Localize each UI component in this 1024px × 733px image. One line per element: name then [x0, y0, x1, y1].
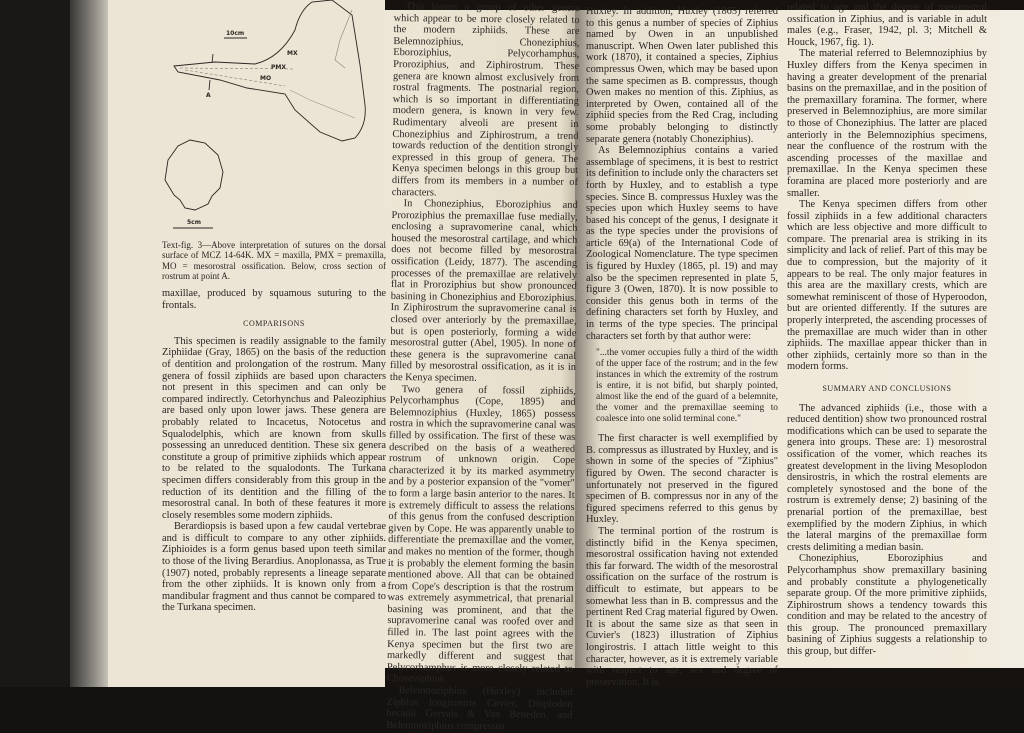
paragraph: Huxley. In addition, Huxley (1865) referred to this genus a number of species of Ziphius named by Owen in an unpublished manuscript. When Owen later published this work (1870), it contained a species, Ziphius compressus Owen, which may be based upon the same specimen as B. compressus, though Owen makes no mention of this. Ziphius, as interpreted by Owen, contained all of the ziphiid species from the Red Crag, including some probably belonging to distinctly separate genera (notably Choneziphius).: [586, 6, 778, 145]
paragraph: The terminal portion of the rostrum is distinctly bifid in the Kenya specimen, mesorostral ossification having not extended this far forward. The width of the mesorostral ossification on the surface of the rostrum is difficult to estimate, but appears to be somewhat less than in B. compressus and the pertinent Red Crag material figured by Owen. It is about the same size as that seen in Cuvier's (1823) illustration of Ziphius longirostris. I attach little weight to this character, however, as it is extremely variable with respect to age, sex and degree of preservation. It is: [586, 525, 778, 688]
background-right: [1000, 0, 1024, 687]
paragraph: This specimen is readily assignable to the family Ziphiidae (Gray, 1865) on the basis of the reduction of dentition and prolongation of the rostrum. Many genera of fossil ziphiids are based upon characters not present in this specimen and can only be compared indirectly. Cetorhynchus and Paleoziphius are based only upon lower jaws. These genera are probably related to Incacetus, Notocetus and Squalodelphis, which are known from skulls possessing an unreduced dentition. These six genera constitute a group of primitive ziphiids which appear to be related to the squalodonts. The Turkana specimen differs considerably from this group in the reduction of its dentition and the filling of the mesorostral canal. In both of these features it more closely resembles some modern ziphiids.: [162, 335, 386, 521]
cross-section-outline: [165, 140, 223, 210]
binder-edge: [0, 0, 70, 687]
paragraph: Two genera of fossil ziphiids, Pelycorhamphus (Cope, 1895) and Belemnoziphius (Huxley, 1865) possess rostra in which the supravomerine canal was filled by ossification. The first of these was described on the basis of a weathered rostrum of unknown origin. Cope characterized it by its marked asymmetry and by a posterior expansion of the "vomer" to form a large basin anterior to the nares. It is extremely difficult to assess the relations of this genus from the confused description given by Cope. He was apparently unable to differentiate the premaxillae and the vomer, and makes no mention of the former, though it is probably the element forming the basin mentioned above. All that can be obtained from Cope's description is that the rostrum was extremely asymmetrical, that prenarial basining was prominent, and that the supravomerine canal was roofed over and filled in. The last point agrees with the Kenya specimen but the first two are markedly different and suggest that Pelycorhamphus is more closely related to Choneziphius.: [386, 383, 576, 686]
figure-caption: Text-fig. 3—Above interpretation of sutures on the dorsal surface of MCZ 14-64K. MX = maxilla, PMX = premaxilla, MO = mesorostral ossification. Below, cross section of rostrum at point A.: [162, 240, 386, 282]
label-point-a: A: [206, 92, 211, 99]
paragraph: In Choneziphius, Eboroziphius and Proroziphius the premaxillae fuse medially, enclosing a supravomerine canal, which housed the mesorostral cartilage, and which does not become filled by mesorostral ossification (Leidy, 1877). The ascending processes of the premaxillae are relatively flat in Proroziphius but show pronounced basining in Choneziphius and Eboroziphius. In Ziphirostrum the supravomerine canal is closed over anteriorly by the premaxillae, but is open posteriorly, forming a wide mesorostral gutter (Abel, 1905). In none of these genera is the supravomerine canal filled by mesorostral ossification, as it is in the Kenya specimen.: [389, 198, 578, 384]
maxilla-suture: [335, 10, 352, 68]
paragraph: Belemnoziphius (Huxley) included Ziphius longirostris Cuvier, Dioplodon becanii Gervais & Van Beneden, and Belemnoziphius compressus: [386, 685, 573, 733]
paragraph: The first character is well exemplified by B. compressus as illustrated by Huxley, and is shown in some of the species of "Ziphius" figured by Owen. The second character is unfortunately not preserved in the figured specimen of B. compressus nor in any of the figured specimens referred to this genus by Huxley.: [586, 433, 778, 526]
column-3: [586, 6, 778, 688]
paragraph: The advanced ziphiids (i.e., those with a reduced dentition) show two pronounced rostral modifications which can be used to separate the genera into groups. These are: 1) mesorostral ossification of the vomer, which reaches its greatest development in the living Mesoplodon densirostris, in which the rostral elements are completely synostosed and the bone of the rostrum is extremely dense; 2) basining of the prenarial portion of the premaxillae, best exemplified by the modern Ziphius, in which the lateral margins of the premaxillae form crests delimiting a median basin.: [787, 402, 987, 553]
label-pmx: PMX: [271, 64, 286, 71]
paragraph: The material referred to Belemnoziphius by Huxley differs from the Kenya specimen in having a greater development of the prenarial basins on the premaxillae, and in the position of the premaxillary foramina. The former, where preserved in Belemnoziphius, are more similar to those of Choneziphius. The latter are placed anteriorly in the Belemnoziphius specimens, near the confluence of the rostrum with the ascending processes of the maxillae and premaxillae. In the Kenya specimen these foramina are placed more posteriorly and are smaller.: [787, 48, 987, 199]
section-heading-summary: SUMMARY AND CONCLUSIONS: [822, 384, 952, 393]
paragraph: Berardiopsis is based upon a few caudal vertebrae and is difficult to compare to any other ziphiids. Ziphioides is a form genus based upon teeth similar to those of the living Berardius. Anoplonassa, as True (1907) noted, probably represents a lineage separate from the other ziphiids. It is known only from a mandibular fragment and thus cannot be compared to the Turkana specimen.: [162, 521, 386, 614]
column-2: [386, 1, 580, 733]
text-figure-skull: [160, 0, 390, 236]
column-1: [162, 288, 386, 614]
scale-label-bottom: 5cm: [187, 219, 201, 226]
skull-outline: [174, 0, 365, 141]
label-mx: MX: [287, 50, 298, 57]
paragraph: The Kenya specimen differs from other fossil ziphiids in a few additional characters which are less objective and more difficult to compare. The prenarial area is striking in its simplicity and lack of relief. Part of this may be due to compression, but the majority of it appears to be real. The only major features in this area are the maxillary crests, which are somewhat reminiscent of those of Hyperoodon, but are oriented differently. If the sutures are properly interpreted, the ascending processes of the premaxillae are much wider than in other ziphiids. The maxillae appear thicker than in other ziphiids, certainly more so than in the modern forms.: [787, 199, 987, 373]
section-heading-comparisons: COMPARISONS: [243, 319, 305, 329]
column-4: [787, 2, 987, 658]
label-mo: MO: [260, 75, 272, 82]
paragraph: maxillae, produced by squamous suturing to the frontals.: [162, 288, 386, 311]
block-quote: "...the vomer occupies fully a third of the width of the upper face of the rostrum; and in the few instances in which the extremity of the rostrum is entire, it is not bifid, but sharply pointed, almost like the end of the guard of a belemnite, the vomer and the premaxillae seeming to coalesce into one solid terminal cone.": [596, 348, 778, 425]
paragraph: This leaves a group of other genera which appear to be more closely related to the modern ziphiids. These are Belemnoziphius, Choneziphius, Eboroziphius, Pelycorhamphus, Proroziphius, and Ziphirostrum. These genera are known almost exclusively from rostral fragments. The postnarial region, which is so important in differentiating modern genera, is known in very few. Rudimentary alveoli are present in Choneziphius and Ziphirostrum, a trend towards reduction of the dentition strongly expressed in this group of genera. The Kenya specimen belongs in this group but differs from its members in a number of characters.: [391, 1, 580, 199]
paragraph: As Belemnoziphius contains a varied assemblage of specimens, it is best to restrict its definition to include only the characters set forth by Huxley, and to establish a type species. Since B. compressus Huxley was the species upon which Huxley seems to have based his concept of the genus, I designate it as the type species under the provisions of article 69(a) of the International Code of Zoological Nomenclature. The type specimen is figured by Huxley (1865, pl. 19) and may also be the specimen represented in plate 5, figure 3 (Owen, 1870). It is now possible to consider this genus both in terms of the defining characters set forth by Huxley, and in terms of the type species. The principal characters set forth by that author were:: [586, 145, 778, 342]
paragraph: related to age and the degree of mesorostral ossification in Ziphius, and is variable in adult males (e.g., Fraser, 1942, pl. 3; Mitchell & Houck, 1967, fig. 1).: [787, 2, 987, 48]
scale-label-top: 10cm: [226, 30, 245, 37]
paragraph: Choneziphius, Eboroziphius and Pelycorhamphus show premaxillary basining and probably constitute a phylogenetically separate group. Of the more primitive ziphiids, Ziphirostrum shows a tendency towards this condition and may be related to the ancestry of this group. The pronounced premaxillary basining of Ziphius suggests a relationship to this group, but differ-: [787, 553, 987, 658]
page-stack-edge: [70, 0, 110, 687]
